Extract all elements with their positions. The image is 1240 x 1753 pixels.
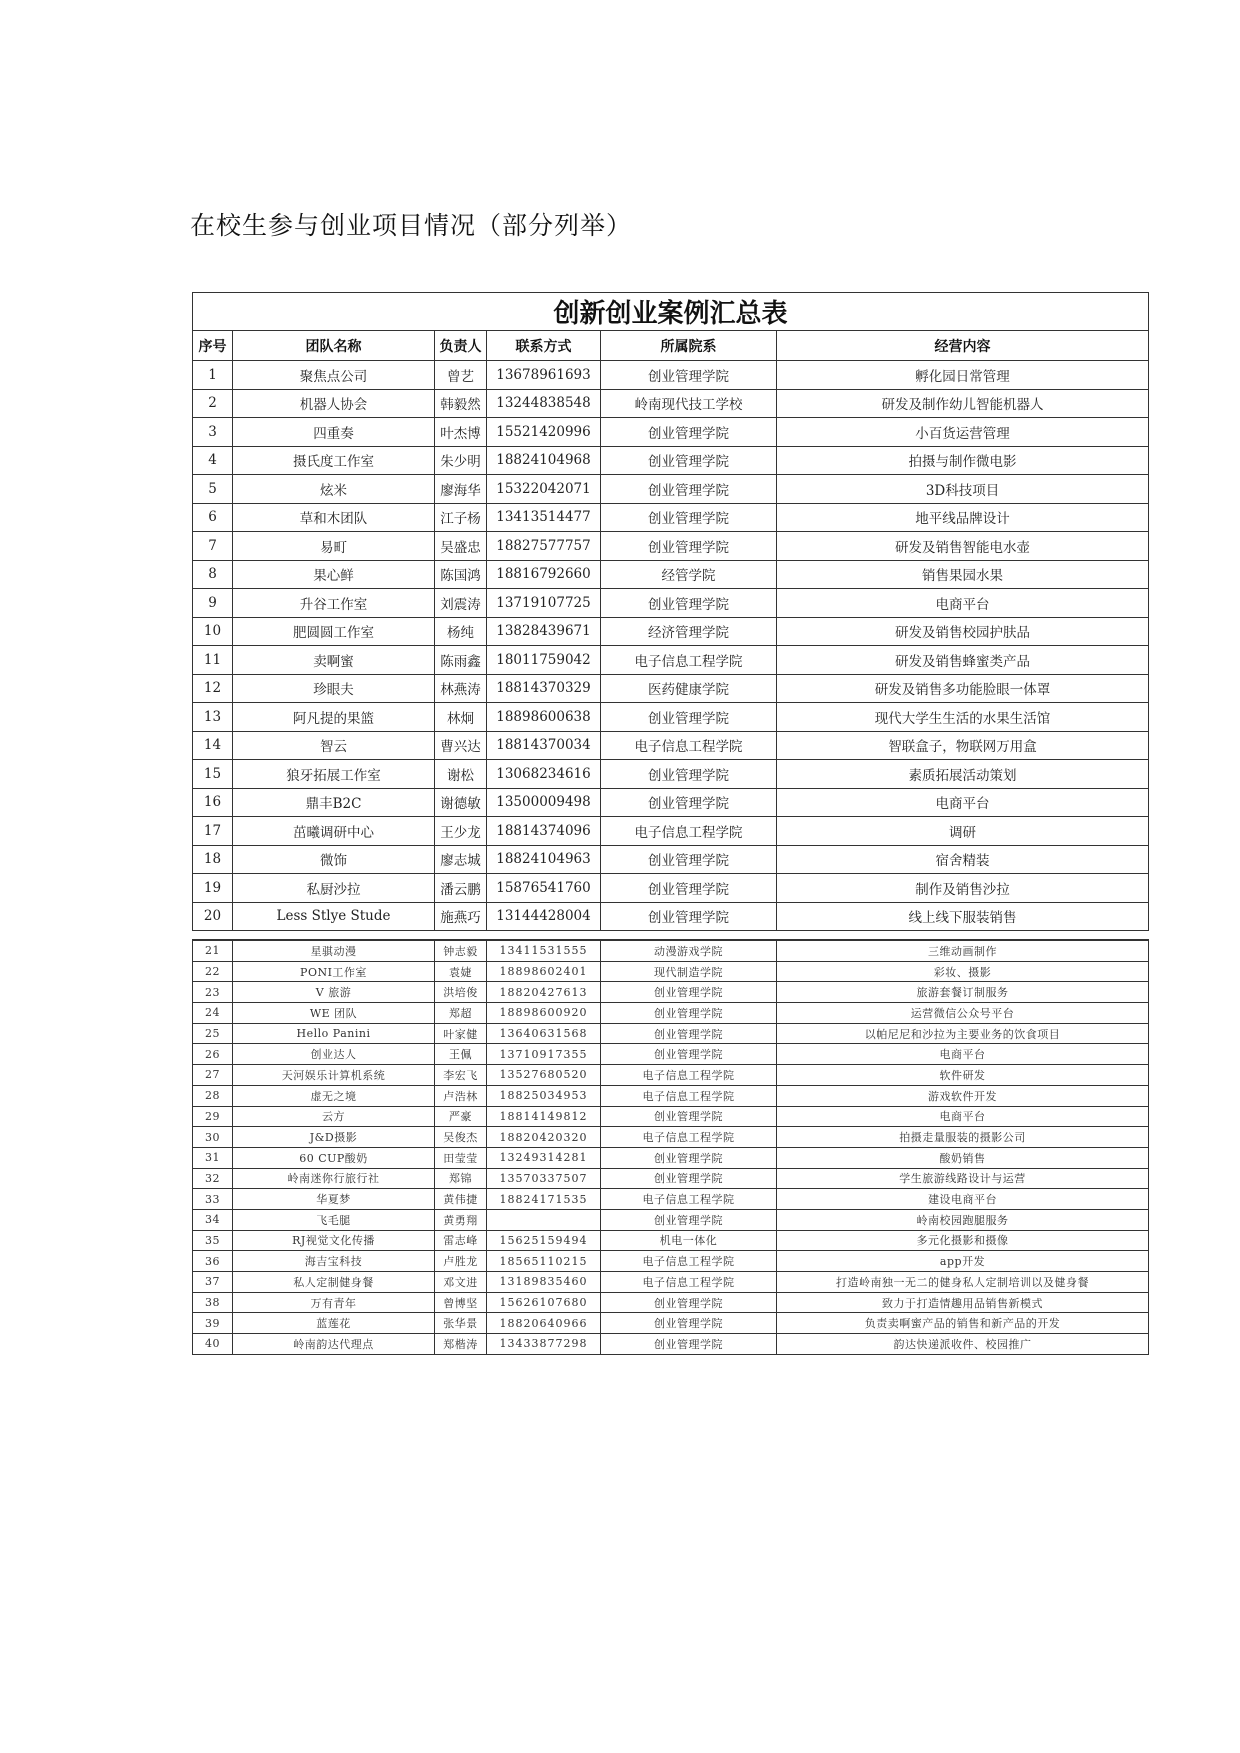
cell-business: 电商平台 xyxy=(777,1044,1149,1065)
cell-phone: 18827577757 xyxy=(487,532,601,561)
cell-index: 5 xyxy=(193,475,233,504)
cell-phone: 15625159494 xyxy=(487,1230,601,1251)
cell-department: 电子信息工程学院 xyxy=(601,646,777,675)
cell-phone: 13189835460 xyxy=(487,1272,601,1293)
cell-leader: 谢松 xyxy=(435,760,487,789)
table-row xyxy=(193,1044,1149,1065)
cell-team-name: 珍眼夫 xyxy=(233,674,435,703)
cell-phone: 18814374096 xyxy=(487,817,601,846)
cell-phone: 18824104963 xyxy=(487,845,601,874)
table-row xyxy=(193,361,1149,390)
cell-business: 孵化园日常管理 xyxy=(777,361,1149,390)
cell-department: 电子信息工程学院 xyxy=(601,1085,777,1106)
cell-index: 8 xyxy=(193,560,233,589)
table-row xyxy=(193,389,1149,418)
cell-leader: 王少龙 xyxy=(435,817,487,846)
cell-phone: 15626107680 xyxy=(487,1292,601,1313)
cell-leader: 钟志毅 xyxy=(435,940,487,961)
cell-team-name: 飞毛腿 xyxy=(233,1209,435,1230)
cell-index: 28 xyxy=(193,1085,233,1106)
cell-department: 创业管理学院 xyxy=(601,475,777,504)
cell-leader: 田莹莹 xyxy=(435,1147,487,1168)
cell-phone: 15521420996 xyxy=(487,418,601,447)
table-row xyxy=(193,1272,1149,1293)
cell-business: 酸奶销售 xyxy=(777,1147,1149,1168)
header-leader: 负责人 xyxy=(435,331,487,361)
cell-team-name: 四重奏 xyxy=(233,418,435,447)
cell-leader: 黄勇翔 xyxy=(435,1209,487,1230)
cell-leader: 叶家健 xyxy=(435,1023,487,1044)
cell-leader: 曹兴达 xyxy=(435,731,487,760)
cell-department: 电子信息工程学院 xyxy=(601,731,777,760)
cell-team-name: 云方 xyxy=(233,1106,435,1127)
cell-business: 研发及销售蜂蜜类产品 xyxy=(777,646,1149,675)
table-row xyxy=(193,845,1149,874)
table-row xyxy=(193,1003,1149,1024)
cell-phone: 13678961693 xyxy=(487,361,601,390)
cell-business: 多元化摄影和摄像 xyxy=(777,1230,1149,1251)
cell-index: 35 xyxy=(193,1230,233,1251)
table-header-row xyxy=(193,331,1149,361)
cell-team-name: 蓝莲花 xyxy=(233,1313,435,1334)
cell-index: 12 xyxy=(193,674,233,703)
cell-department: 医药健康学院 xyxy=(601,674,777,703)
cell-leader: 袁婕 xyxy=(435,961,487,982)
cell-business: 负责卖啊蜜产品的销售和新产品的开发 xyxy=(777,1313,1149,1334)
cell-index: 40 xyxy=(193,1334,233,1355)
cell-index: 36 xyxy=(193,1251,233,1272)
cell-business: 拍摄与制作微电影 xyxy=(777,446,1149,475)
cell-business: 智联盒子，物联网万用盒 xyxy=(777,731,1149,760)
cell-team-name: 天河娱乐计算机系统 xyxy=(233,1065,435,1086)
cell-leader: 洪培俊 xyxy=(435,982,487,1003)
cell-team-name: 万有青年 xyxy=(233,1292,435,1313)
cell-business: 彩妆、摄影 xyxy=(777,961,1149,982)
table-row xyxy=(193,817,1149,846)
cell-phone: 13249314281 xyxy=(487,1147,601,1168)
table-row xyxy=(193,475,1149,504)
cell-department: 电子信息工程学院 xyxy=(601,817,777,846)
header-index: 序号 xyxy=(193,331,233,361)
cell-department: 岭南现代技工学校 xyxy=(601,389,777,418)
cell-team-name: 阿凡提的果篮 xyxy=(233,703,435,732)
cell-phone: 18898600920 xyxy=(487,1003,601,1024)
cell-team-name: PONI工作室 xyxy=(233,961,435,982)
cell-phone: 18820420320 xyxy=(487,1127,601,1148)
cell-index: 29 xyxy=(193,1106,233,1127)
cell-business: 电商平台 xyxy=(777,589,1149,618)
cell-leader: 严豪 xyxy=(435,1106,487,1127)
table-row xyxy=(193,1065,1149,1086)
table-row xyxy=(193,1292,1149,1313)
table-row xyxy=(193,418,1149,447)
cell-leader: 郑锦 xyxy=(435,1168,487,1189)
cell-phone: 13719107725 xyxy=(487,589,601,618)
cell-leader: 刘震涛 xyxy=(435,589,487,618)
cell-leader: 张华景 xyxy=(435,1313,487,1334)
cell-department: 创业管理学院 xyxy=(601,1106,777,1127)
cell-leader: 韩毅然 xyxy=(435,389,487,418)
cell-business: 调研 xyxy=(777,817,1149,846)
cell-index: 24 xyxy=(193,1003,233,1024)
cell-index: 21 xyxy=(193,940,233,961)
cell-phone: 13144428004 xyxy=(487,902,601,931)
cell-department: 电子信息工程学院 xyxy=(601,1272,777,1293)
cell-leader: 曾博坚 xyxy=(435,1292,487,1313)
cell-team-name: 易町 xyxy=(233,532,435,561)
cell-business: 游戏软件开发 xyxy=(777,1085,1149,1106)
cell-business: 3D科技项目 xyxy=(777,475,1149,504)
cell-department: 创业管理学院 xyxy=(601,1209,777,1230)
cell-leader: 卢胜龙 xyxy=(435,1251,487,1272)
table-row xyxy=(193,674,1149,703)
cell-business: 韵达快递派收件、校园推广 xyxy=(777,1334,1149,1355)
cell-department: 创业管理学院 xyxy=(601,1313,777,1334)
cell-leader: 林燕涛 xyxy=(435,674,487,703)
cell-leader: 杨纯 xyxy=(435,617,487,646)
cell-business: 研发及销售多功能脸眼一体罩 xyxy=(777,674,1149,703)
table-row xyxy=(193,940,1149,961)
cell-business: 研发及制作幼儿智能机器人 xyxy=(777,389,1149,418)
cell-index: 30 xyxy=(193,1127,233,1148)
cell-leader: 林炯 xyxy=(435,703,487,732)
cell-phone: 18898600638 xyxy=(487,703,601,732)
cell-index: 32 xyxy=(193,1168,233,1189)
cell-index: 6 xyxy=(193,503,233,532)
cell-leader: 李宏飞 xyxy=(435,1065,487,1086)
cell-leader: 吴俊杰 xyxy=(435,1127,487,1148)
cell-business: 销售果园水果 xyxy=(777,560,1149,589)
cell-team-name: 肥圆圆工作室 xyxy=(233,617,435,646)
cell-phone: 13828439671 xyxy=(487,617,601,646)
table-row xyxy=(193,1251,1149,1272)
table-row xyxy=(193,446,1149,475)
cell-business: 建设电商平台 xyxy=(777,1189,1149,1210)
cell-team-name: 摄氏度工作室 xyxy=(233,446,435,475)
cell-business: 旅游套餐订制服务 xyxy=(777,982,1149,1003)
cell-team-name: 华夏梦 xyxy=(233,1189,435,1210)
cell-business: 致力于打造情趣用品销售新模式 xyxy=(777,1292,1149,1313)
cell-phone: 13244838548 xyxy=(487,389,601,418)
cell-phone xyxy=(487,1209,601,1230)
cell-index: 27 xyxy=(193,1065,233,1086)
cell-team-name: 岭南韵达代理点 xyxy=(233,1334,435,1355)
cell-business: 运营微信公众号平台 xyxy=(777,1003,1149,1024)
cell-phone: 18814149812 xyxy=(487,1106,601,1127)
cell-index: 31 xyxy=(193,1147,233,1168)
table-row xyxy=(193,1106,1149,1127)
cell-team-name: 60 CUP酸奶 xyxy=(233,1147,435,1168)
cell-team-name: 创业达人 xyxy=(233,1044,435,1065)
cell-leader: 潘云鹏 xyxy=(435,874,487,903)
cell-business: 素质拓展活动策划 xyxy=(777,760,1149,789)
cell-leader: 邓文进 xyxy=(435,1272,487,1293)
cell-department: 创业管理学院 xyxy=(601,874,777,903)
cell-leader: 陈雨鑫 xyxy=(435,646,487,675)
cell-department: 创业管理学院 xyxy=(601,760,777,789)
cell-business: app开发 xyxy=(777,1251,1149,1272)
cell-department: 现代制造学院 xyxy=(601,961,777,982)
cell-index: 39 xyxy=(193,1313,233,1334)
cell-department: 动漫游戏学院 xyxy=(601,940,777,961)
cell-index: 13 xyxy=(193,703,233,732)
cell-index: 1 xyxy=(193,361,233,390)
cell-business: 电商平台 xyxy=(777,788,1149,817)
cell-index: 19 xyxy=(193,874,233,903)
cell-business: 研发及销售智能电水壶 xyxy=(777,532,1149,561)
cell-index: 22 xyxy=(193,961,233,982)
cell-index: 20 xyxy=(193,902,233,931)
cell-phone: 13527680520 xyxy=(487,1065,601,1086)
cell-department: 创业管理学院 xyxy=(601,703,777,732)
table-row xyxy=(193,1230,1149,1251)
cell-department: 创业管理学院 xyxy=(601,788,777,817)
cell-phone: 13068234616 xyxy=(487,760,601,789)
cell-phone: 13411531555 xyxy=(487,940,601,961)
cell-team-name: 鼎丰B2C xyxy=(233,788,435,817)
table-row xyxy=(193,760,1149,789)
cell-department: 创业管理学院 xyxy=(601,532,777,561)
header-business: 经营内容 xyxy=(777,331,1149,361)
cell-team-name: 智云 xyxy=(233,731,435,760)
cell-phone: 18820640966 xyxy=(487,1313,601,1334)
cell-business: 软件研发 xyxy=(777,1065,1149,1086)
cell-team-name: 星骐动漫 xyxy=(233,940,435,961)
cell-department: 创业管理学院 xyxy=(601,1044,777,1065)
cell-leader: 黄伟捷 xyxy=(435,1189,487,1210)
cell-business: 宿舍精装 xyxy=(777,845,1149,874)
cell-index: 14 xyxy=(193,731,233,760)
cell-index: 11 xyxy=(193,646,233,675)
cell-team-name: 私厨沙拉 xyxy=(233,874,435,903)
cell-business: 小百货运营管理 xyxy=(777,418,1149,447)
header-department: 所属院系 xyxy=(601,331,777,361)
cell-team-name: V 旅游 xyxy=(233,982,435,1003)
cell-phone: 13640631568 xyxy=(487,1023,601,1044)
cell-leader: 叶杰博 xyxy=(435,418,487,447)
cell-team-name: 聚焦点公司 xyxy=(233,361,435,390)
cell-phone: 18814370034 xyxy=(487,731,601,760)
table-row xyxy=(193,1127,1149,1148)
table-row xyxy=(193,1147,1149,1168)
cell-index: 25 xyxy=(193,1023,233,1044)
cell-index: 7 xyxy=(193,532,233,561)
cases-summary-table-part2 xyxy=(192,939,1149,1355)
cell-team-name: 岭南迷你行旅行社 xyxy=(233,1168,435,1189)
cell-index: 37 xyxy=(193,1272,233,1293)
table-row xyxy=(193,503,1149,532)
table-row xyxy=(193,788,1149,817)
cell-team-name: Less Stlye Stude xyxy=(233,902,435,931)
cell-leader: 吴盛忠 xyxy=(435,532,487,561)
cell-department: 电子信息工程学院 xyxy=(601,1189,777,1210)
cell-index: 18 xyxy=(193,845,233,874)
table-row xyxy=(193,589,1149,618)
cell-team-name: 草和木团队 xyxy=(233,503,435,532)
cell-department: 创业管理学院 xyxy=(601,1292,777,1313)
cell-phone: 13570337507 xyxy=(487,1168,601,1189)
cell-phone: 15876541760 xyxy=(487,874,601,903)
cell-phone: 18011759042 xyxy=(487,646,601,675)
table-row xyxy=(193,1313,1149,1334)
cell-phone: 13413514477 xyxy=(487,503,601,532)
cell-team-name: 果心鲜 xyxy=(233,560,435,589)
cell-department: 创业管理学院 xyxy=(601,446,777,475)
cell-leader: 郑超 xyxy=(435,1003,487,1024)
cell-phone: 18814370329 xyxy=(487,674,601,703)
cases-summary-table-part1 xyxy=(192,292,1149,931)
table-title: 创新创业案例汇总表 xyxy=(193,293,1149,331)
cell-business: 打造岭南独一无二的健身私人定制培训以及健身餐 xyxy=(777,1272,1149,1293)
cell-department: 创业管理学院 xyxy=(601,1334,777,1355)
cell-leader: 谢德敏 xyxy=(435,788,487,817)
cell-phone: 13710917355 xyxy=(487,1044,601,1065)
cell-business: 制作及销售沙拉 xyxy=(777,874,1149,903)
cell-phone: 18825034953 xyxy=(487,1085,601,1106)
cell-team-name: 私人定制健身餐 xyxy=(233,1272,435,1293)
cell-index: 34 xyxy=(193,1209,233,1230)
cell-department: 机电一体化 xyxy=(601,1230,777,1251)
cell-business: 地平线品牌设计 xyxy=(777,503,1149,532)
cell-index: 4 xyxy=(193,446,233,475)
cell-business: 三维动画制作 xyxy=(777,940,1149,961)
cell-department: 经管学院 xyxy=(601,560,777,589)
cell-leader: 廖志城 xyxy=(435,845,487,874)
cell-business: 研发及销售校园护肤品 xyxy=(777,617,1149,646)
cell-team-name: J&D摄影 xyxy=(233,1127,435,1148)
cell-department: 创业管理学院 xyxy=(601,1147,777,1168)
cell-department: 创业管理学院 xyxy=(601,418,777,447)
document-heading: 在校生参与创业项目情况（部分列举） xyxy=(190,211,633,240)
cell-leader: 曾艺 xyxy=(435,361,487,390)
cell-phone: 15322042071 xyxy=(487,475,601,504)
table-row xyxy=(193,1023,1149,1044)
cell-business: 电商平台 xyxy=(777,1106,1149,1127)
cell-department: 创业管理学院 xyxy=(601,503,777,532)
cell-team-name: Hello Panini xyxy=(233,1023,435,1044)
cell-department: 创业管理学院 xyxy=(601,361,777,390)
cell-department: 创业管理学院 xyxy=(601,1003,777,1024)
cell-department: 创业管理学院 xyxy=(601,589,777,618)
table-row xyxy=(193,1334,1149,1355)
table-row xyxy=(193,646,1149,675)
cell-leader: 施燕巧 xyxy=(435,902,487,931)
cell-leader: 廖海华 xyxy=(435,475,487,504)
cell-business: 拍摄走量服装的摄影公司 xyxy=(777,1127,1149,1148)
cell-business: 岭南校园跑腿服务 xyxy=(777,1209,1149,1230)
cell-business: 线上线下服装销售 xyxy=(777,902,1149,931)
cell-index: 26 xyxy=(193,1044,233,1065)
table-row xyxy=(193,560,1149,589)
cell-team-name: 海吉宝科技 xyxy=(233,1251,435,1272)
cell-phone: 13500009498 xyxy=(487,788,601,817)
cell-department: 经济管理学院 xyxy=(601,617,777,646)
table-row xyxy=(193,902,1149,931)
cell-team-name: 微饰 xyxy=(233,845,435,874)
cell-department: 创业管理学院 xyxy=(601,845,777,874)
cell-index: 23 xyxy=(193,982,233,1003)
cell-phone: 18824104968 xyxy=(487,446,601,475)
table-row xyxy=(193,982,1149,1003)
table-row xyxy=(193,961,1149,982)
header-contact: 联系方式 xyxy=(487,331,601,361)
cell-team-name: 虚无之境 xyxy=(233,1085,435,1106)
header-team-name: 团队名称 xyxy=(233,331,435,361)
table-row xyxy=(193,617,1149,646)
cell-team-name: 茁曦调研中心 xyxy=(233,817,435,846)
cell-department: 电子信息工程学院 xyxy=(601,1065,777,1086)
table-row xyxy=(193,1085,1149,1106)
cell-business: 以帕尼尼和沙拉为主要业务的饮食项目 xyxy=(777,1023,1149,1044)
cell-leader: 陈国鸿 xyxy=(435,560,487,589)
cell-team-name: 卖啊蜜 xyxy=(233,646,435,675)
cell-index: 2 xyxy=(193,389,233,418)
table-row xyxy=(193,874,1149,903)
cell-team-name: WE 团队 xyxy=(233,1003,435,1024)
cell-index: 17 xyxy=(193,817,233,846)
cell-index: 16 xyxy=(193,788,233,817)
cell-index: 3 xyxy=(193,418,233,447)
cell-department: 创业管理学院 xyxy=(601,902,777,931)
cell-index: 15 xyxy=(193,760,233,789)
table-row xyxy=(193,532,1149,561)
cell-leader: 郑楷涛 xyxy=(435,1334,487,1355)
cell-leader: 江子杨 xyxy=(435,503,487,532)
cell-phone: 18816792660 xyxy=(487,560,601,589)
cell-team-name: 狼牙拓展工作室 xyxy=(233,760,435,789)
cell-team-name: 升谷工作室 xyxy=(233,589,435,618)
table-row xyxy=(193,1209,1149,1230)
cell-phone: 18565110215 xyxy=(487,1251,601,1272)
table-row xyxy=(193,1168,1149,1189)
cell-department: 电子信息工程学院 xyxy=(601,1127,777,1148)
table-row xyxy=(193,1189,1149,1210)
cell-team-name: 炫米 xyxy=(233,475,435,504)
cell-department: 创业管理学院 xyxy=(601,1023,777,1044)
cell-index: 33 xyxy=(193,1189,233,1210)
cell-phone: 18824171535 xyxy=(487,1189,601,1210)
cell-phone: 18898602401 xyxy=(487,961,601,982)
cell-index: 38 xyxy=(193,1292,233,1313)
cell-phone: 18820427613 xyxy=(487,982,601,1003)
cell-index: 9 xyxy=(193,589,233,618)
cell-team-name: RJ视觉文化传播 xyxy=(233,1230,435,1251)
cell-department: 创业管理学院 xyxy=(601,982,777,1003)
table-row xyxy=(193,703,1149,732)
cell-department: 创业管理学院 xyxy=(601,1168,777,1189)
cell-leader: 雷志峰 xyxy=(435,1230,487,1251)
cell-index: 10 xyxy=(193,617,233,646)
cell-leader: 卢浩林 xyxy=(435,1085,487,1106)
table-row xyxy=(193,731,1149,760)
cell-team-name: 机器人协会 xyxy=(233,389,435,418)
cell-business: 学生旅游线路设计与运营 xyxy=(777,1168,1149,1189)
cell-leader: 王佩 xyxy=(435,1044,487,1065)
cell-business: 现代大学生生活的水果生活馆 xyxy=(777,703,1149,732)
cell-leader: 朱少明 xyxy=(435,446,487,475)
cell-department: 电子信息工程学院 xyxy=(601,1251,777,1272)
cell-phone: 13433877298 xyxy=(487,1334,601,1355)
